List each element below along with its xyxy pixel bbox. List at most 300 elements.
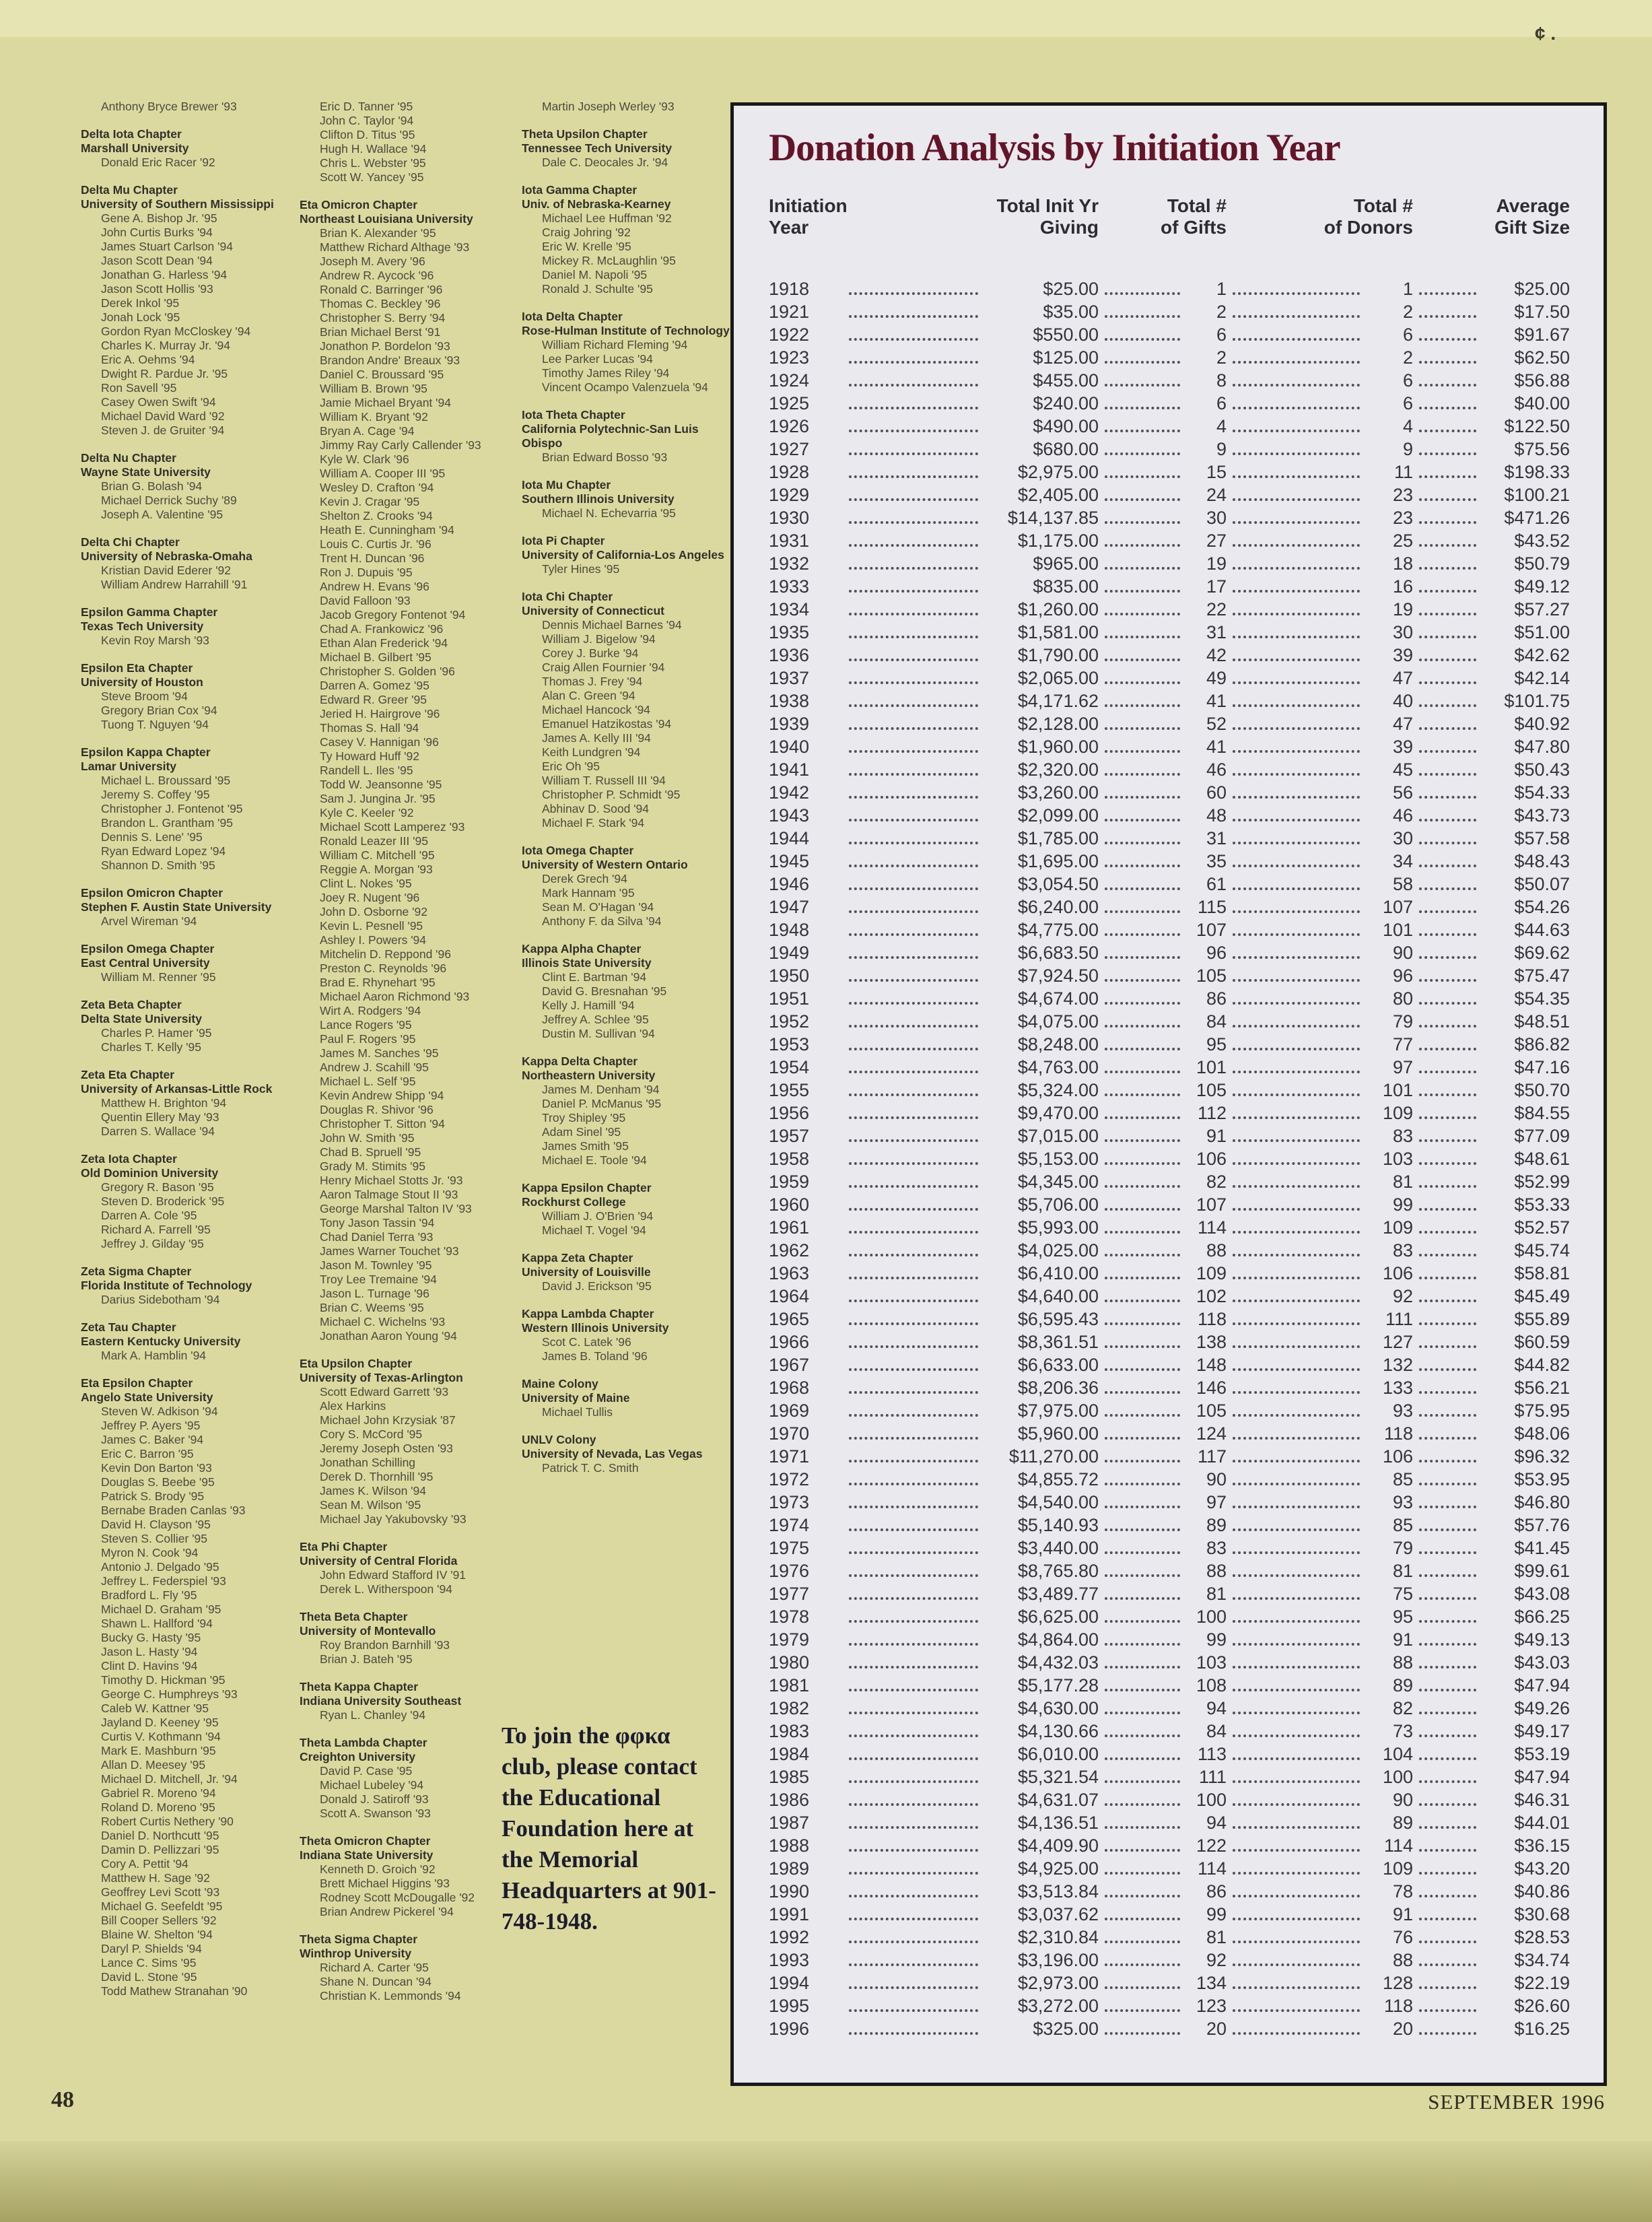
donor-name: Michael F. Stark '94 [542, 816, 645, 830]
dot-leader [1413, 277, 1482, 300]
table-cell: 88 [1392, 1949, 1413, 1970]
table-cell: 1953 [769, 1034, 810, 1054]
donor-name: Heath E. Cunningham '94 [320, 523, 454, 537]
dot-leader [1413, 598, 1482, 621]
header-line: Giving [1039, 217, 1099, 238]
donor-name: Ty Howard Huff '92 [320, 749, 419, 763]
donor-name: Chad Daniel Terra '93 [320, 1230, 434, 1244]
table-cell: $41.45 [1514, 1537, 1571, 1558]
header-line: Total # [1167, 195, 1227, 216]
table-cell: 122 [1196, 1835, 1227, 1856]
donor-name: Michael Lubeley '94 [320, 1778, 424, 1792]
chapter-name: Kappa Zeta Chapter [522, 1251, 633, 1265]
table-row [769, 1285, 1570, 1308]
dot-leader [843, 1010, 984, 1033]
donor-name: Michael G. Seefeldt '95 [101, 1899, 223, 1913]
table-row [769, 964, 1570, 987]
dot-leader [1099, 529, 1186, 552]
dot-leader [843, 1445, 984, 1468]
table-cell: 1931 [769, 530, 810, 551]
dot-leader [1227, 1147, 1366, 1170]
donor-name: Steve Broom '94 [101, 689, 188, 703]
table-cell: $43.52 [1514, 530, 1571, 551]
table-row [769, 575, 1570, 598]
chapter-name: Epsilon Omicron Chapter [81, 886, 223, 900]
donor-name: Shelton Z. Crooks '94 [320, 509, 433, 523]
col-header-total-donors [1227, 195, 1413, 277]
dot-leader [843, 1811, 984, 1834]
donor-name: Brian J. Bateh '95 [320, 1652, 413, 1666]
table-cell: $57.58 [1514, 828, 1571, 848]
dot-leader [843, 415, 984, 438]
chapter-name: Iota Omega Chapter [522, 844, 634, 857]
dot-leader [1099, 1697, 1186, 1720]
donor-name: David J. Erickson '95 [542, 1279, 652, 1293]
chapter-name: Delta Iota Chapter [81, 127, 182, 141]
dot-leader [1227, 827, 1366, 850]
dot-leader [1099, 1903, 1186, 1926]
donor-name: Gordon Ryan McCloskey '94 [101, 325, 251, 338]
table-cell: 105 [1196, 1400, 1227, 1421]
table-row [769, 896, 1570, 918]
dot-leader [1099, 346, 1186, 369]
donation-table [769, 195, 1570, 2040]
dot-leader [1099, 1834, 1186, 1857]
donor-name: Allan D. Meesey '95 [101, 1758, 206, 1772]
donor-name: Darren A. Gomez '95 [320, 679, 429, 692]
table-cell: 1986 [769, 1789, 810, 1810]
dot-leader [843, 323, 984, 346]
table-cell: 123 [1196, 1995, 1227, 2016]
dot-leader [1099, 369, 1186, 392]
donor-name: Quentin Ellery May '93 [101, 1110, 219, 1124]
table-cell: $3,196.00 [1017, 1949, 1099, 1970]
header-line: of Gifts [1161, 217, 1227, 238]
donor-name: Myron N. Cook '94 [101, 1546, 199, 1559]
table-cell: $45.74 [1514, 1240, 1571, 1260]
donor-name: Sam J. Jungina Jr. '95 [320, 792, 436, 805]
dot-leader [1227, 1079, 1366, 1102]
table-cell: $40.86 [1514, 1881, 1571, 1901]
donor-name: Jason Scott Dean '94 [101, 254, 213, 267]
donor-name: Mark Hannam '95 [542, 886, 635, 900]
dot-leader [1413, 896, 1482, 918]
dot-leader [1227, 1491, 1366, 1514]
chapter-name: Theta Lambda Chapter [300, 1736, 427, 1749]
table-cell: 1958 [769, 1148, 810, 1169]
dot-leader [1413, 1262, 1482, 1285]
table-cell: $96.32 [1514, 1446, 1571, 1467]
table-cell: $4,130.66 [1017, 1720, 1099, 1741]
chapter-name: Maine Colony [522, 1377, 598, 1390]
table-cell: 1974 [769, 1514, 810, 1535]
dot-leader [1413, 483, 1482, 506]
table-cell: $77.09 [1514, 1125, 1571, 1146]
dot-leader [1099, 1765, 1186, 1788]
table-row [769, 1743, 1570, 1765]
dot-leader [1413, 1056, 1482, 1079]
dot-leader [843, 1788, 984, 1811]
donor-name: Gabriel R. Moreno '94 [101, 1786, 216, 1800]
table-cell: 1977 [769, 1583, 810, 1604]
table-cell: $8,248.00 [1017, 1034, 1099, 1054]
donor-name: Charles K. Murray Jr. '94 [101, 339, 231, 352]
dot-leader [1099, 438, 1186, 461]
chapter-name: Theta Upsilon Chapter [522, 127, 648, 141]
dot-leader [1227, 300, 1366, 323]
chapter-block [300, 1610, 512, 1666]
dot-leader [843, 369, 984, 392]
table-cell: 15 [1206, 461, 1227, 482]
dot-leader [843, 1605, 984, 1628]
dot-leader [843, 1949, 984, 1972]
dot-leader [1413, 918, 1482, 941]
donor-name: Derek L. Witherspoon '94 [320, 1582, 452, 1596]
table-cell: $86.82 [1514, 1034, 1571, 1054]
donor-name: Trent H. Duncan '96 [320, 551, 425, 565]
dot-leader [1099, 1972, 1186, 1994]
donor-name: Steven J. de Gruiter '94 [101, 424, 225, 437]
table-cell: $17.50 [1514, 301, 1571, 322]
donor-name: Thomas S. Hall '94 [320, 721, 419, 735]
donor-name: Eric D. Tanner '95 [320, 100, 413, 113]
table-cell: 93 [1392, 1491, 1413, 1512]
dot-leader [1099, 1628, 1186, 1651]
table-cell: 1963 [769, 1262, 810, 1283]
dot-leader [1099, 1994, 1186, 2017]
donor-name: William J. O'Brien '94 [542, 1209, 654, 1223]
chapter-name: Theta Beta Chapter [300, 1610, 408, 1623]
dot-leader [1413, 1949, 1482, 1972]
table-cell: $3,440.00 [1017, 1537, 1099, 1558]
dot-leader [1099, 1605, 1186, 1628]
donor-name: Daniel P. McManus '95 [542, 1097, 662, 1110]
chapter-name: Zeta Eta Chapter [81, 1068, 175, 1081]
dot-leader [1227, 323, 1366, 346]
page-bottom-band [0, 2141, 1652, 2222]
table-cell: $25.00 [1514, 278, 1571, 299]
dot-leader [1227, 896, 1366, 918]
table-cell: 84 [1206, 1720, 1227, 1741]
dot-leader [1099, 1262, 1186, 1285]
dot-leader [1099, 918, 1186, 941]
chapter-block [522, 310, 730, 395]
dot-leader [1227, 369, 1366, 392]
donor-name: Daryl P. Shields '94 [101, 1942, 202, 1955]
dot-leader [1413, 758, 1482, 781]
dot-leader [1227, 277, 1366, 300]
dot-leader [1413, 369, 1482, 392]
table-cell: $1,785.00 [1017, 828, 1099, 848]
dot-leader [1099, 1216, 1186, 1239]
dot-leader [1413, 1582, 1482, 1605]
chapter-block [522, 590, 730, 830]
donor-name: Kyle W. Clark '96 [320, 452, 409, 466]
donor-name: Sean M. O'Hagan '94 [542, 900, 654, 914]
table-cell: $6,683.50 [1017, 942, 1099, 963]
table-cell: $42.14 [1514, 667, 1571, 688]
chapter-name: Zeta Beta Chapter [81, 998, 182, 1011]
table-cell: 46 [1206, 759, 1227, 780]
donor-name: David L. Stone '95 [101, 1970, 197, 1984]
table-row [769, 1628, 1570, 1651]
table-cell: 52 [1206, 713, 1227, 734]
dot-leader [1413, 415, 1482, 438]
school-name: Western Illinois University [522, 1321, 669, 1335]
table-cell: $48.06 [1514, 1423, 1571, 1444]
chapter-name: Iota Theta Chapter [522, 408, 625, 422]
donor-column-1 [81, 100, 293, 1998]
table-cell: 84 [1206, 1011, 1227, 1032]
donor-name: Randell L. Iles '95 [320, 764, 413, 777]
chapter-name: Kappa Epsilon Chapter [522, 1181, 652, 1194]
table-cell: 16 [1392, 576, 1413, 597]
dot-leader [1413, 941, 1482, 964]
dot-leader [1413, 1697, 1482, 1720]
donor-name: Jeffrey L. Federspiel '93 [101, 1574, 226, 1588]
donor-name: David Falloon '93 [320, 594, 411, 607]
dot-leader [843, 1285, 984, 1308]
table-cell: 1918 [769, 278, 810, 299]
donor-name: Richard A. Farrell '95 [101, 1223, 211, 1236]
table-cell: $6,633.00 [1017, 1354, 1099, 1375]
table-cell: 1930 [769, 507, 810, 528]
table-cell: $3,037.62 [1017, 1904, 1099, 1924]
table-cell: $4,925.00 [1017, 1858, 1099, 1879]
table-cell: 100 [1196, 1789, 1227, 1810]
donor-name: William M. Renner '95 [101, 970, 216, 984]
table-cell: $48.43 [1514, 850, 1571, 871]
dot-leader [1227, 781, 1366, 804]
table-cell: 1947 [769, 896, 810, 917]
dot-leader [1099, 1376, 1186, 1399]
dot-leader [1099, 896, 1186, 918]
table-cell: 83 [1392, 1125, 1413, 1146]
dot-leader [843, 2017, 984, 2040]
dot-leader [1099, 1537, 1186, 1559]
dot-leader [1413, 1079, 1482, 1102]
donor-name: Kevin Andrew Shipp '94 [320, 1089, 444, 1102]
table-row [769, 461, 1570, 483]
school-name: University of Arkansas-Little Rock [81, 1082, 273, 1096]
dot-leader [1099, 644, 1186, 667]
dot-leader [1099, 483, 1186, 506]
donor-name: Casey V. Hannigan '96 [320, 735, 439, 749]
table-cell: 132 [1382, 1354, 1413, 1375]
donor-name: Eric A. Oehms '94 [101, 353, 195, 366]
donor-name: Andrew R. Aycock '96 [320, 269, 434, 282]
table-cell: 105 [1196, 965, 1227, 986]
table-cell: $56.21 [1514, 1377, 1571, 1398]
dot-leader [843, 1674, 984, 1697]
dot-leader [1227, 1834, 1366, 1857]
dot-leader [1227, 987, 1366, 1010]
table-cell: 103 [1382, 1148, 1413, 1169]
dot-leader [1227, 1308, 1366, 1331]
dot-leader [1413, 689, 1482, 712]
chapter-block [81, 1376, 293, 1998]
table-cell: 118 [1197, 1308, 1227, 1329]
table-row [769, 1445, 1570, 1468]
donor-name: Tony Jason Tassin '94 [320, 1216, 435, 1230]
dot-leader [843, 1033, 984, 1056]
table-cell: 2 [1402, 347, 1413, 368]
chapter-name: Theta Kappa Chapter [300, 1680, 418, 1693]
chapter-name: Kappa Alpha Chapter [522, 942, 642, 955]
table-cell: $30.68 [1514, 1904, 1571, 1924]
school-name: Rose-Hulman Institute of Technology [522, 324, 730, 337]
dot-leader [1099, 323, 1186, 346]
table-cell: 76 [1392, 1926, 1413, 1947]
dot-leader [1099, 1582, 1186, 1605]
donor-name: Thomas C. Beckley '96 [320, 297, 441, 310]
chapter-block [81, 1320, 293, 1363]
dot-leader [1099, 1788, 1186, 1811]
table-cell: $43.08 [1514, 1583, 1571, 1604]
table-cell: $35.00 [1043, 301, 1099, 322]
donor-name: Troy Lee Tremaine '94 [320, 1273, 437, 1286]
table-cell: 88 [1206, 1240, 1227, 1260]
donor-name: Ronald C. Barringer '96 [320, 283, 443, 296]
table-row [769, 1559, 1570, 1582]
dot-leader [843, 689, 984, 712]
dot-leader [843, 712, 984, 735]
donor-name: Dennis Michael Barnes '94 [542, 618, 682, 632]
table-cell: 127 [1382, 1331, 1413, 1352]
table-cell: 138 [1196, 1331, 1227, 1352]
dot-leader [1413, 1216, 1482, 1239]
donor-name: Martin Joseph Werley '93 [542, 100, 675, 113]
dot-leader [843, 1399, 984, 1422]
dot-leader [1413, 1468, 1482, 1491]
donor-name: Casey Owen Swift '94 [101, 395, 216, 409]
donor-name: Wirt A. Rodgers '94 [320, 1004, 421, 1017]
donor-name: William Andrew Harrahill '91 [101, 578, 248, 591]
table-cell: $62.50 [1514, 347, 1571, 368]
dot-leader [1227, 1926, 1366, 1949]
dot-leader [1227, 1903, 1366, 1926]
dot-leader [843, 1651, 984, 1674]
chapter-name: Epsilon Kappa Chapter [81, 745, 211, 759]
donor-name: Roy Brandon Barnhill '93 [320, 1638, 450, 1652]
table-row [769, 1353, 1570, 1376]
table-cell: $43.73 [1514, 805, 1571, 826]
donor-name: Dennis S. Lene' '95 [101, 830, 203, 844]
dot-leader [1413, 1765, 1482, 1788]
table-cell: 95 [1392, 1606, 1413, 1627]
school-name: Marshall University [81, 141, 189, 155]
col-header-average-gift [1413, 195, 1570, 277]
dot-leader [1413, 1399, 1482, 1422]
dot-leader [1227, 1720, 1366, 1743]
dot-leader [1413, 1537, 1482, 1559]
chapter-name: Epsilon Omega Chapter [81, 942, 215, 955]
table-cell: $3,489.77 [1017, 1583, 1099, 1604]
school-name: University of Maine [522, 1391, 630, 1405]
table-cell: 19 [1392, 599, 1413, 619]
dot-leader [1413, 781, 1482, 804]
table-cell: $43.03 [1514, 1652, 1571, 1673]
donation-table-body [769, 277, 1570, 2040]
table-row [769, 1903, 1570, 1926]
dot-leader [1099, 598, 1186, 621]
table-cell: 109 [1382, 1217, 1413, 1238]
donor-name: Matthew Richard Althage '93 [320, 240, 470, 254]
table-cell: $2,128.00 [1017, 713, 1099, 734]
chapter-block [522, 1251, 730, 1293]
donor-name: Christopher J. Fontenot '95 [101, 802, 243, 815]
donor-name: Steven D. Broderick '95 [101, 1194, 225, 1208]
school-name: University of Houston [81, 675, 203, 689]
dot-leader [1227, 2017, 1366, 2040]
dot-leader [843, 1834, 984, 1857]
table-cell: $4,855.72 [1017, 1469, 1099, 1489]
table-cell: 111 [1198, 1766, 1227, 1787]
table-row [769, 781, 1570, 804]
dot-leader [1227, 941, 1366, 964]
donor-column-3 [522, 100, 730, 1475]
dot-leader [1413, 827, 1482, 850]
table-cell: $490.00 [1033, 415, 1099, 436]
dot-leader [1099, 712, 1186, 735]
table-cell: 1924 [769, 370, 810, 391]
dot-leader [1413, 506, 1482, 529]
chapter-block [81, 998, 293, 1054]
table-cell: $48.61 [1514, 1148, 1571, 1169]
donor-name: James C. Baker '94 [101, 1433, 204, 1446]
dot-leader [1227, 438, 1366, 461]
table-cell: 133 [1382, 1377, 1413, 1398]
dot-leader [1227, 1949, 1366, 1972]
dot-leader [1227, 1628, 1366, 1651]
chapter-block [81, 886, 293, 929]
donor-name: Hugh H. Wallace '94 [320, 142, 427, 156]
dot-leader [1099, 1331, 1186, 1353]
dot-leader [843, 850, 984, 873]
table-cell: 77 [1392, 1034, 1413, 1054]
donor-name: Tuong T. Nguyen '94 [101, 718, 209, 731]
donor-name: James B. Toland '96 [542, 1349, 648, 1363]
chapter-block [522, 100, 730, 114]
table-cell: $2,099.00 [1017, 805, 1099, 826]
dot-leader [1227, 1582, 1366, 1605]
dot-leader [1099, 1353, 1186, 1376]
dot-leader [1227, 1170, 1366, 1193]
chapter-name: Epsilon Eta Chapter [81, 661, 193, 675]
table-cell: 81 [1206, 1583, 1227, 1604]
donor-name: Jason L. Hasty '94 [101, 1645, 198, 1658]
table-cell: 100 [1382, 1766, 1413, 1787]
chapter-block [300, 100, 512, 184]
donor-name: James M. Sanches '95 [320, 1046, 439, 1060]
dot-leader [843, 1079, 984, 1102]
dot-leader [1099, 1422, 1186, 1445]
table-row [769, 644, 1570, 667]
donor-name: Wesley D. Crafton '94 [320, 481, 434, 494]
table-cell: 1989 [769, 1858, 810, 1879]
donor-name: Jonathon P. Bordelon '93 [320, 339, 450, 353]
donor-name: Robert Curtis Nethery '90 [101, 1815, 234, 1828]
school-name: Old Dominion University [81, 1166, 219, 1180]
dot-leader [1099, 1926, 1186, 1949]
table-cell: 2 [1216, 301, 1227, 322]
donor-name: Adam Sinel '95 [542, 1125, 621, 1139]
donor-name: Eric C. Barron '95 [101, 1447, 194, 1460]
donor-name: Lance C. Sims '95 [101, 1956, 197, 1970]
table-cell: $5,960.00 [1017, 1423, 1099, 1444]
dot-leader [1413, 1926, 1482, 1949]
dot-leader [843, 1468, 984, 1491]
